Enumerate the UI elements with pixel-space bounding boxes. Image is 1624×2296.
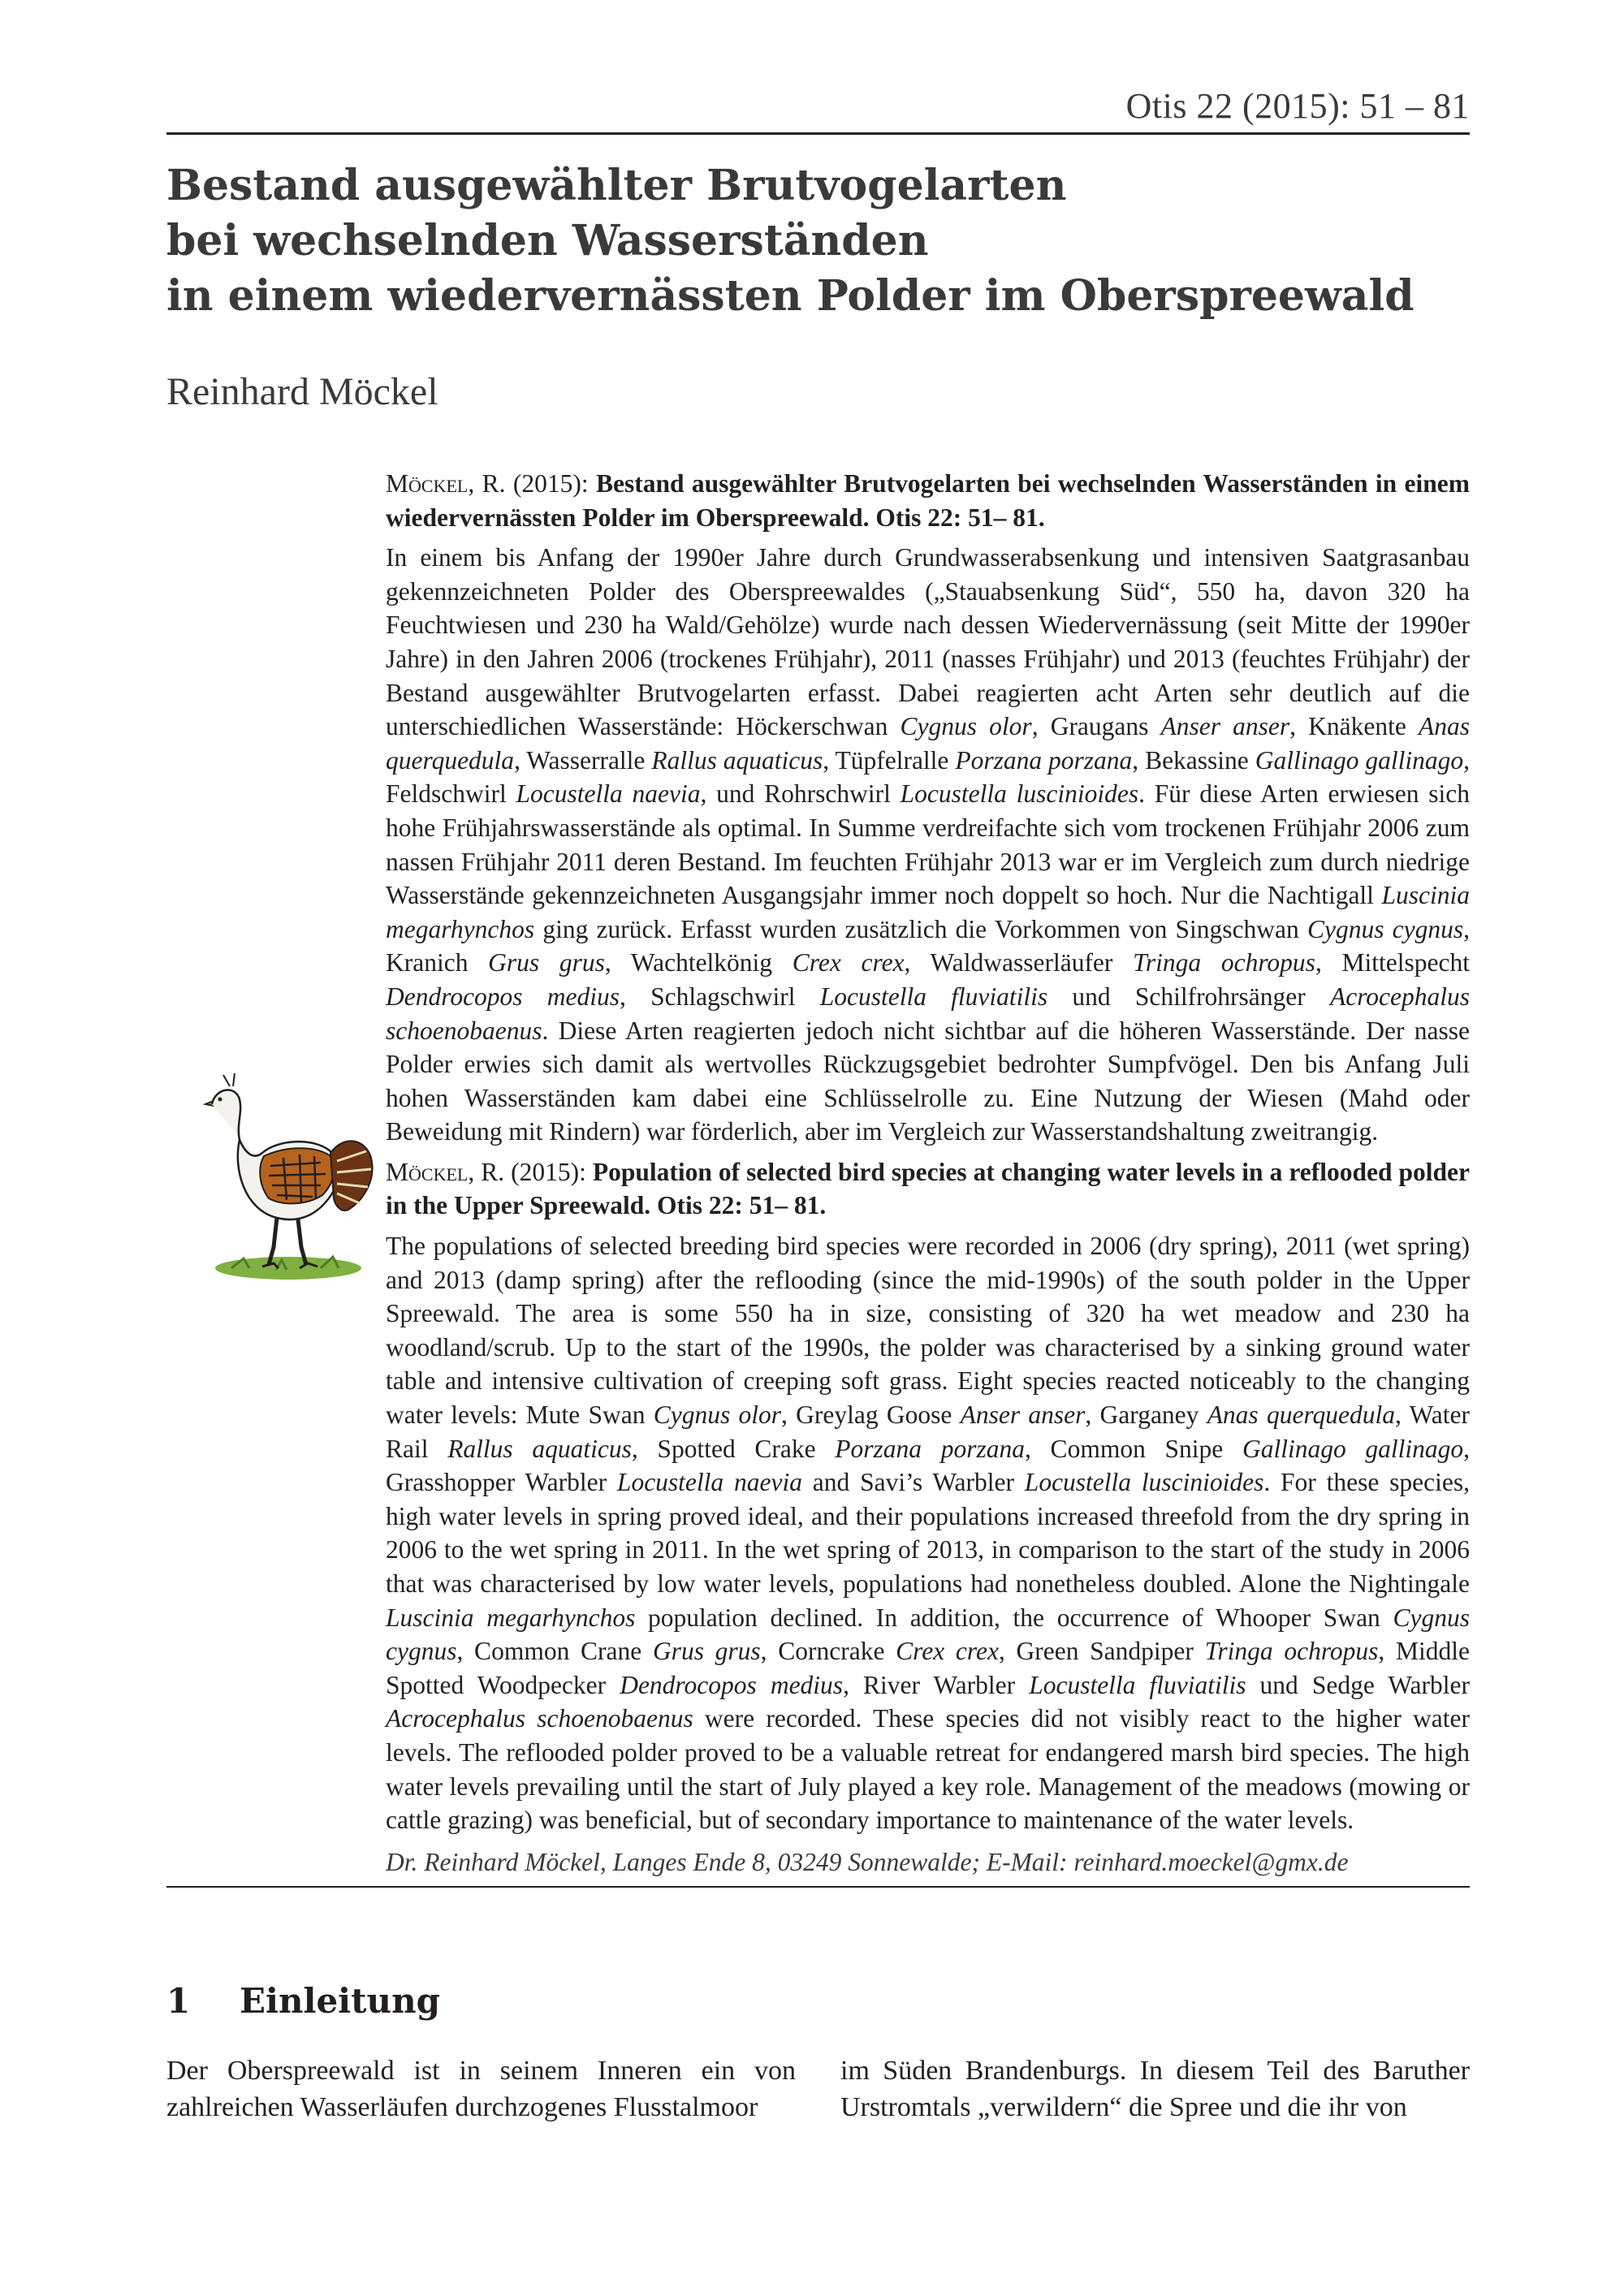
citation-author: Möckel — [386, 1157, 469, 1186]
citation-year: , R. (2015): — [468, 1157, 593, 1186]
journal-reference: Otis 22 (2015): 51 – 81 — [1125, 86, 1470, 126]
section-title: Einleitung — [240, 1981, 440, 2021]
header-rule — [166, 132, 1470, 135]
abstract-german: In einem bis Anfang der 1990er Jahre durch Grundwasserabsenkung und intensiven Saatgrasanbau gekennzeichneten Polder des Oberspreewaldes („Stauabsenkung Süd“, 550 ha, davon 320 ha Feuchtwiesen und 230 ha Wald/Gehölze) wurde nach dessen Wiedervernässung (seit Mitte der 1990er Jahre) in den Jahren 2006 (trockenes Frühjahr), 2011 (nasses Frühjahr) und 2013 (feuchtes Frühjahr) der Bestand ausgewählter Brutvogelarten erfasst. Dabei reagierten acht Arten sehr deutlich auf die unterschiedlichen Wasserstände: Höckerschwan Cygnus olor, Graugans Anser anser, Knäkente Anas querquedula, Wasserralle Rallus aquaticus, Tüpfelralle Porzana porzana, Bekassine Gallinago gallinago, Feldschwirl Locustella naevia, und Rohrschwirl Locustella luscinioides. Für diese Arten erwiesen sich hohe Frühjahrswasserstände als optimal. In Summe verdreifachte sich vom trockenen Frühjahr 2006 zum nassen Frühjahr 2011 deren Bestand. Im feuchten Frühjahr 2013 war er im Vergleich zum durch niedrige Wasserstände gekennzeichneten Ausgangsjahr immer noch doppelt so hoch. Nur die Nachtigall Luscinia megarhynchos ging zurück. Erfasst wurden zusätzlich die Vorkommen von Singschwan Cygnus cygnus, Kranich Grus grus, Wachtelkönig Crex crex, Waldwasserläufer Tringa ochropus, Mittelspecht Dendrocopos medius, Schlagschwirl Locustella fluviatilis und Schilfrohrsänger Acrocephalus schoenobaenus. Diese Arten reagierten jedoch nicht sichtbar auf die höheren Wasserstände. Der nasse Polder erwies sich damit als wertvolles Rückzugsgebiet bedrohter Sumpfvögel. Den bis Anfang Juli hohen Wasserständen kam dabei eine Schlüsselrolle zu. Eine Nutzung der Wiesen (Mahd oder Beweidung mit Rindern) war förderlich, aber im Vergleich zur Wasserstandshaltung zweitrangig. — [386, 543, 1471, 1146]
author-name: Reinhard Möckel — [166, 370, 438, 413]
body-column-right — [840, 2052, 1470, 2126]
title-line: bei wechselnden Wasserständen — [166, 216, 929, 265]
author-address: Dr. Reinhard Möckel, Langes Ende 8, 03249 Sonnewalde; E-Mail: reinhard.moeckel@gmx.de — [386, 1847, 1349, 1876]
citation-de — [386, 467, 1470, 534]
paragraph: Der Oberspreewald ist in seinem Inneren ein von zahlreichen Wasserläufen durchzogenes Flusstalmoor — [166, 2056, 796, 2122]
bird-illustration — [199, 1055, 386, 1283]
section-heading — [166, 1981, 440, 2021]
citation-author: Möckel — [386, 469, 469, 498]
body-column-left — [166, 2052, 796, 2126]
section-divider — [166, 1886, 1470, 1888]
section-number: 1 — [166, 1981, 191, 2021]
citation-title: Bestand ausgewählter Brutvogelarten bei wechselnden Wasserständen in einem wiedervernässten Polder im Oberspreewald. Otis 22: 51– 81. — [386, 469, 1470, 532]
paragraph: im Süden Brandenburgs. In diesem Teil des Baruther Urstromtals „verwildern“ die Spree und die ihr von — [840, 2056, 1470, 2122]
abstract-english: The populations of selected breeding bird species were recorded in 2006 (dry spring), 2011 (wet spring) and 2013 (damp spring) after the reflooding (since the mid-1990s) of the south polder in the Upper Spreewald. The area is some 550 ha in size, consisting of 320 ha wet meadow and 230 ha woodland/scrub. Up to the start of the 1990s, the polder was characterised by a sinking ground water table and intensive cultivation of creeping soft grass. Eight species reacted noticeably to the changing water levels: Mute Swan Cygnus olor, Greylag Goose Anser anser, Garganey Anas querquedula, Water Rail Rallus aquaticus, Spotted Crake Porzana porzana, Common Snipe Gallinago gallinago, Grasshopper Warbler Locustella naevia and Savi’s Warbler Locustella luscinioides. For these species, high water levels in spring proved ideal, and their populations increased threefold from the dry spring in 2006 to the wet spring in 2011. In the wet spring of 2013, in comparison to the start of the study in 2006 that was characterised by low water levels, populations had nonetheless doubled. Alone the Nightingale Luscinia megarhynchos population declined. In addition, the occurrence of Whooper Swan Cygnus cygnus, Common Crane Grus grus, Corncrake Crex crex, Green Sandpiper Tringa ochropus, Middle Spotted Woodpecker Dendrocopos medius, River Warbler Locustella fluviatilis und Sedge Warbler Acrocephalus schoenobaenus were recorded. These species did not visibly react to the higher water levels. The reflooded polder proved to be a valuable retreat for endangered marsh bird species. The high water levels prevailing until the start of July played a key role. Management of the meadows (mowing or cattle grazing) was beneficial, but of secondary importance to maintenance of the water levels. — [386, 1232, 1471, 1835]
citation-title: Population of selected bird species at changing water levels in a reflooded polder in the Upper Spreewald. Otis 22: 51– 81. — [386, 1157, 1470, 1220]
abstract — [386, 467, 1470, 1879]
article-title — [166, 158, 1466, 324]
great-bustard-icon — [199, 1055, 386, 1283]
title-line: Bestand ausgewählter Brutvogelarten — [166, 161, 1067, 210]
citation-en — [386, 1155, 1470, 1223]
citation-year: , R. (2015): — [468, 469, 596, 498]
title-line: in einem wiedervernässten Polder im Oberspreewald — [166, 271, 1415, 321]
